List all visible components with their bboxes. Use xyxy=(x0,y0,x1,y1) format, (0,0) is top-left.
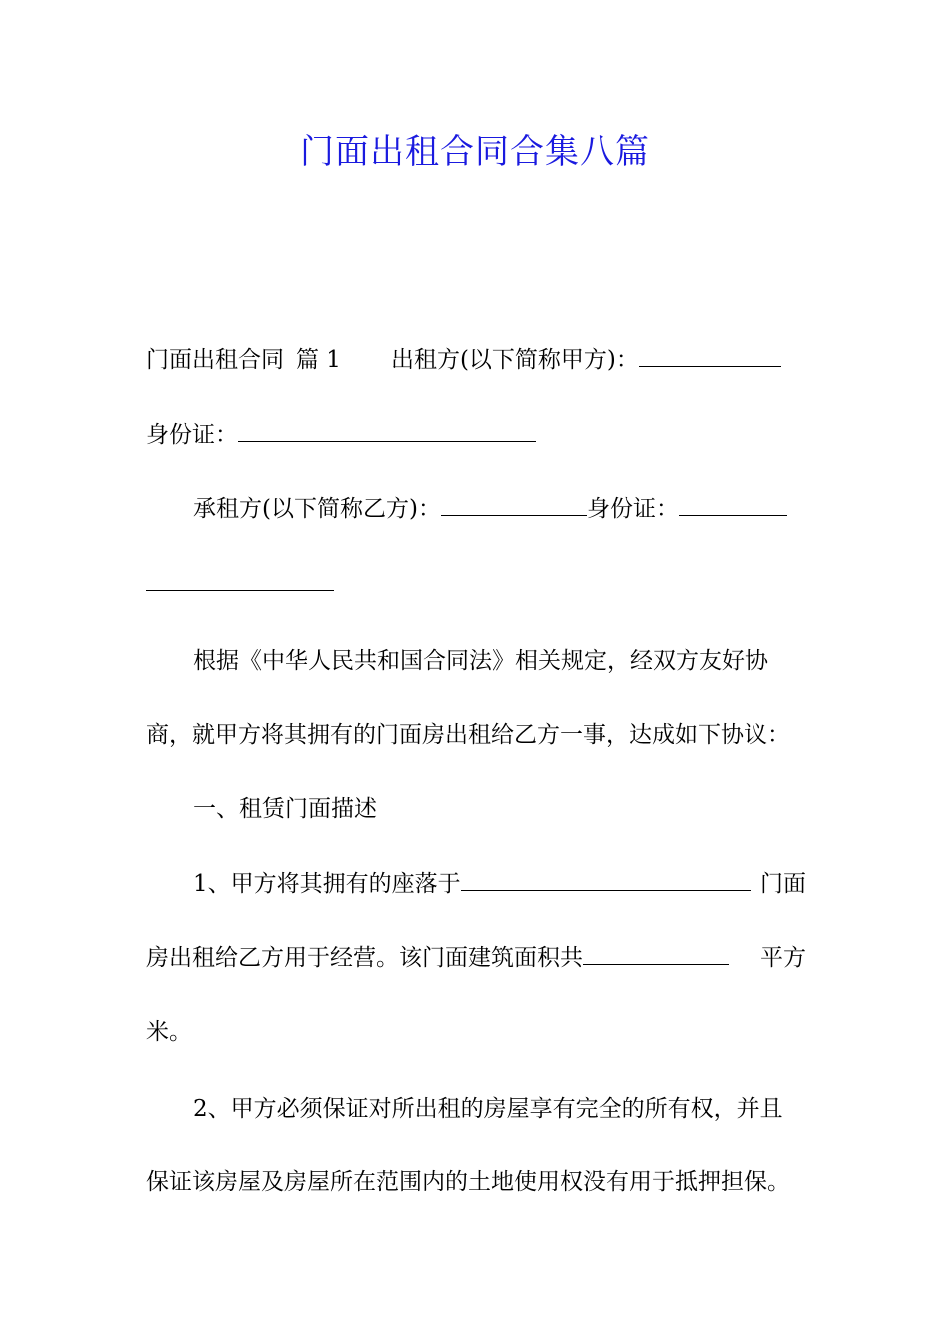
line-9 xyxy=(146,942,806,974)
lessee-id-blank-continued[interactable] xyxy=(146,568,334,591)
area-label: 房出租给乙方用于经营。该门面建筑面积共 xyxy=(146,945,583,971)
line-10: 米。 xyxy=(146,1019,192,1045)
line-2 xyxy=(146,419,806,451)
lessor-label: 出租方(以下简称甲方)： xyxy=(390,347,639,373)
chapter-label: 篇 1 xyxy=(296,347,341,373)
lessee-id-label: 身份证： xyxy=(586,496,679,522)
line-6: 商，就甲方将其拥有的门面房出租给乙方一事，达成如下协议： xyxy=(146,722,790,748)
lessee-label: 承租方(以下简称乙方)： xyxy=(193,496,441,522)
lessor-name-blank[interactable] xyxy=(639,344,781,367)
document-title: 门面出租合同合集八篇 xyxy=(300,132,650,172)
lessor-id-label: 身份证： xyxy=(146,422,238,448)
storefront-word: 门面 xyxy=(760,871,806,897)
line-5: 根据《中华人民共和国合同法》相关规定，经双方友好协 xyxy=(193,648,768,674)
location-label: 1、甲方将其拥有的座落于 xyxy=(193,871,461,897)
line-1 xyxy=(146,344,806,376)
line-4 xyxy=(146,568,806,600)
section-heading-1: 一、租赁门面描述 xyxy=(193,796,377,822)
contract-heading: 门面出租合同 xyxy=(146,347,284,373)
line-11: 2、甲方必须保证对所出租的房屋享有完全的所有权，并且 xyxy=(193,1096,783,1122)
line-8 xyxy=(193,868,806,900)
line-3 xyxy=(193,493,806,525)
lessor-id-blank[interactable] xyxy=(238,419,536,442)
square-word: 平方 xyxy=(760,945,806,971)
line-12: 保证该房屋及房屋所在范围内的土地使用权没有用于抵押担保。 xyxy=(146,1169,790,1195)
lessee-name-blank[interactable] xyxy=(441,493,587,516)
lessee-id-blank[interactable] xyxy=(679,493,787,516)
location-blank[interactable] xyxy=(461,868,751,891)
area-blank[interactable] xyxy=(583,942,729,965)
